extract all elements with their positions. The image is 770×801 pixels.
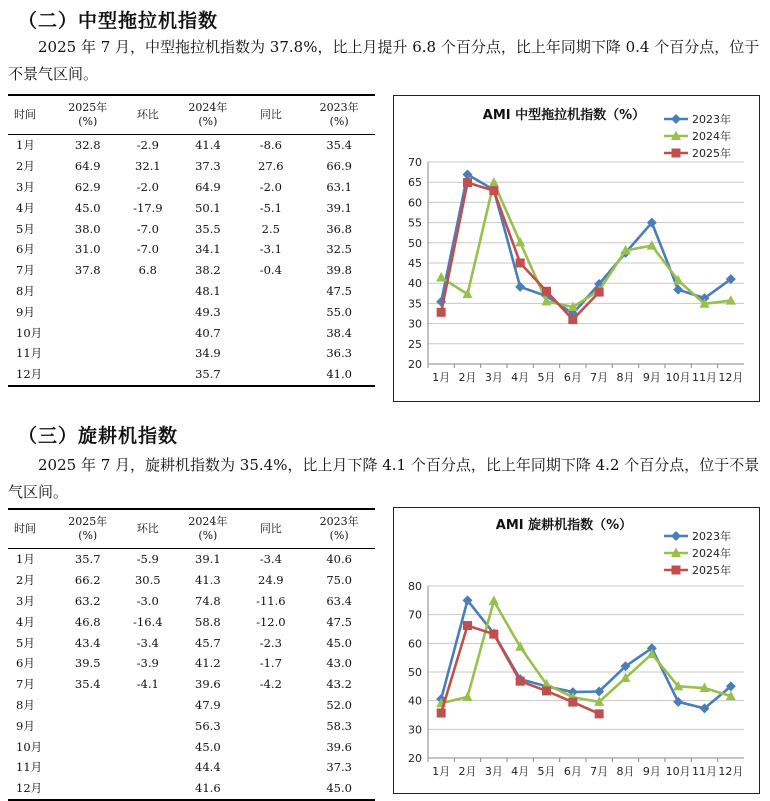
table-row [8,778,375,800]
x-tick-label: 1月 [432,371,451,384]
table-header-text: 2024年 [188,515,228,528]
table-header-text: 2023年 [319,515,359,528]
table-header-text: 2023年 [319,101,359,114]
table-cell: 31.0 [74,242,101,257]
table-cell: -2.0 [259,179,282,194]
table-header-text: (%) [329,529,349,542]
table-cell: 45.0 [326,781,352,796]
table-cell: 30.5 [134,573,161,588]
table-cell [57,301,118,322]
table-cell: 38.0 [74,221,101,236]
section-paragraph-rotary: 2025 年 7 月，旋耕机指数为 35.4%，比上月下降 4.1 个百分点，比上年同期下降 4.2 个百分点，位于不景气区间。 [8,456,760,501]
table-cell: 1月 [16,138,35,153]
table-cell: 37.3 [195,159,221,174]
table-cell: 39.6 [326,739,352,754]
x-tick-label: 9月 [642,371,661,384]
table-cell [238,778,303,800]
y-tick-label: 70 [408,608,422,622]
y-tick-label: 40 [408,694,422,708]
table-cell: -3.9 [136,656,159,671]
y-tick-label: 55 [408,216,422,230]
data-point [489,630,498,639]
table-cell: 41.0 [326,367,352,382]
table-cell: 12月 [16,781,43,796]
x-tick-label: 11月 [692,371,717,384]
table-cell [118,757,177,778]
table-header-row [8,95,375,135]
table-cell: 58.3 [326,718,352,733]
chart-title: AMI 旋耕机指数（%） [495,518,633,533]
table-cell: 36.3 [326,346,352,361]
table-cell: 12月 [16,367,43,382]
table-cell: 10月 [16,739,43,754]
legend-label: 2025年 [692,564,731,577]
table-header-cell [118,509,177,549]
table-header-cell [8,509,57,549]
table-cell: 47.5 [326,283,352,298]
table-cell: 66.2 [74,573,101,588]
x-tick-label: 1月 [432,765,451,778]
table-row [8,549,375,570]
table-header-text: (%) [329,115,349,128]
x-tick-label: 3月 [484,765,503,778]
table-cell: 35.4 [326,138,352,153]
table-cell: 39.1 [195,552,221,567]
table-cell [57,695,118,716]
rotary-chart-frame [393,507,760,794]
y-tick-label: 50 [408,236,422,250]
table-header-text: 同比 [259,522,282,535]
series-line [441,175,731,314]
table-cell: -3.1 [259,242,282,257]
x-tick-label: 6月 [563,371,582,384]
series-line [441,601,731,703]
table-cell: -7.0 [136,242,159,257]
series-2024年 [436,595,736,707]
table-row [8,301,375,322]
table-header-text: 时间 [14,522,36,535]
table-row [8,239,375,260]
x-tick-label: 2月 [458,371,477,384]
table-cell: -4.2 [259,677,282,692]
table-row [8,177,375,198]
table-cell: 56.3 [195,718,221,733]
table-cell: 35.4 [74,677,101,692]
table-cell: -0.4 [259,263,282,278]
y-tick-label: 45 [408,257,422,270]
table-cell [238,695,303,716]
x-tick-label: 4月 [511,765,530,778]
table-cell: 40.7 [195,325,221,340]
y-tick-label: 30 [408,317,422,331]
table-cell: 2月 [16,159,35,174]
table-cell: 47.9 [195,697,221,712]
table-cell [57,757,118,778]
table-cell [238,364,303,386]
legend-marker [671,531,681,541]
data-point [463,178,472,187]
table-cell: 27.6 [258,159,284,174]
table-cell [118,364,177,386]
table-cell [57,364,118,386]
table-row [8,322,375,343]
table-row [8,218,375,239]
table-cell [57,715,118,736]
x-tick-label: 5月 [537,371,556,384]
table-header-cell [303,95,375,135]
table-cell: 5月 [16,221,35,236]
table-cell: 7月 [16,677,35,692]
table-cell: 66.9 [326,159,352,174]
table-header-text: (%) [198,529,218,542]
table-row [8,570,375,591]
x-tick-label: 9月 [642,765,661,778]
x-tick-label: 7月 [590,765,609,778]
table-cell: 11月 [16,346,43,361]
table-row [8,156,375,177]
rotary-line-chart [394,508,759,793]
table-row [8,611,375,632]
table-cell: 4月 [16,614,35,629]
table-row [8,591,375,612]
table-cell: 43.0 [326,656,352,671]
table-cell: 36.8 [326,221,352,236]
table-cell [118,778,177,800]
table-cell: 52.0 [326,697,352,712]
data-point [515,237,525,247]
table-cell: 41.2 [195,656,221,671]
table-cell [238,343,303,364]
x-tick-label: 8月 [616,765,635,778]
data-point [489,595,499,605]
legend-label: 2024年 [692,547,731,560]
data-point [542,686,551,695]
table-cell: 34.9 [195,346,221,361]
x-tick-label: 10月 [665,765,691,778]
data-point [673,285,683,295]
table-cell: 41.6 [195,781,221,796]
legend-marker [672,566,681,575]
table-cell: 9月 [16,304,35,319]
x-tick-label: 10月 [665,371,691,384]
table-cell [57,281,118,302]
data-point [516,677,525,686]
legend-label: 2023年 [692,113,731,126]
table-cell: -16.4 [133,614,163,629]
table-cell: -12.0 [256,614,286,629]
table-cell: 2.5 [261,221,280,236]
y-tick-label: 70 [408,156,422,169]
table-header-text: 2024年 [188,101,228,114]
table-cell: 10月 [16,325,43,340]
table-cell: 1月 [16,552,35,567]
section-paragraph-tractor: 2025 年 7 月，中型拖拉机指数为 37.8%，比上月提升 6.8 个百分点，比上年同期下降 0.4 个百分点，位于不景气区间。 [8,38,760,83]
table-cell: 9月 [16,718,35,733]
table-header-cell [177,95,238,135]
table-cell: 4月 [16,200,35,215]
table-cell: 39.5 [74,656,101,671]
table-cell: -5.1 [259,200,282,215]
table-header-text: 环比 [136,108,159,121]
table-cell: -3.4 [259,552,282,567]
data-point [595,288,604,297]
table-header-cell [8,95,57,135]
table-header-cell [118,95,177,135]
table-row [8,757,375,778]
table-cell: 2月 [16,573,35,588]
table-cell: 24.9 [258,573,284,588]
table-header-cell [177,509,238,549]
table-header-cell [57,509,118,549]
table-cell: 32.8 [74,138,101,153]
y-tick-label: 20 [408,358,422,371]
table-cell: 49.3 [195,304,221,319]
table-cell: 64.9 [74,159,101,174]
table-cell [57,343,118,364]
table-row [8,736,375,757]
series-line [441,600,731,708]
section-heading-rotary: （三）旋耕机指数 [18,425,179,447]
table-cell: -7.0 [136,221,159,236]
legend-label: 2025年 [692,147,731,160]
data-point [568,698,577,707]
legend-label: 2023年 [692,530,731,543]
data-point [463,621,472,630]
x-tick-label: 6月 [563,765,582,778]
table-cell: 50.1 [195,200,221,215]
table-header-text: (%) [198,115,218,128]
data-point [436,272,446,282]
table-cell: -5.9 [136,552,159,567]
table-row [8,653,375,674]
table-cell: -3.0 [136,593,159,608]
legend-label: 2024年 [692,130,731,143]
data-point [595,709,604,718]
y-tick-label: 60 [408,637,422,651]
table-cell: 45.7 [195,635,221,650]
tractor-chart-frame [393,95,760,402]
table-cell: 37.3 [326,760,352,775]
table-cell: 45.0 [326,635,352,650]
table-cell: 48.1 [195,283,221,298]
series-2025年 [437,621,604,718]
table-row [8,343,375,364]
y-tick-label: 65 [408,176,422,190]
table-cell [118,715,177,736]
rotary-index-table [8,508,375,801]
table-cell: -2.9 [136,138,159,153]
table-cell [118,736,177,757]
legend-marker [671,114,681,124]
table-cell: 8月 [16,283,35,298]
data-point [463,691,473,701]
table-cell [238,757,303,778]
table-cell: -1.7 [259,656,282,671]
table-cell: 3月 [16,593,35,608]
x-tick-label: 11月 [692,765,717,778]
table-cell [238,736,303,757]
table-header-text: 2025年 [68,515,108,528]
table-header-cell [238,509,303,549]
table-cell: 40.6 [326,552,352,567]
table-cell: 55.0 [326,304,352,319]
table-cell: 47.5 [326,614,352,629]
table-cell: 37.8 [74,263,101,278]
table-cell [238,715,303,736]
chart-title: AMI 中型拖拉机指数（%） [482,108,646,123]
table-header-text: (%) [78,529,98,542]
table-cell: 41.3 [195,573,221,588]
table-cell: 45.0 [74,200,101,215]
table-row [8,197,375,218]
table-row [8,632,375,653]
series-2024年 [436,177,736,311]
table-cell: 34.1 [195,242,221,257]
data-point [542,287,551,296]
table-cell: 63.4 [326,593,352,608]
series-2023年 [436,595,736,713]
table-cell: -2.0 [136,179,159,194]
table-cell: 63.1 [326,179,352,194]
table-cell: 39.6 [195,677,221,692]
table-header-text: (%) [78,115,98,128]
table-header-text: 2025年 [68,101,108,114]
x-tick-label: 8月 [616,371,635,384]
table-header-row [8,509,375,549]
table-cell: 41.4 [195,138,221,153]
data-point [489,186,498,195]
table-cell: 11月 [16,760,43,775]
series-2023年 [436,170,736,319]
table-row [8,281,375,302]
table-cell: 58.8 [195,614,221,629]
table-cell [238,322,303,343]
table-row [8,364,375,386]
table-cell: 35.7 [195,367,221,382]
table-cell [238,301,303,322]
table-cell: 35.7 [74,552,101,567]
data-point [647,240,657,250]
table-cell [238,281,303,302]
table-cell: 38.2 [195,263,221,278]
series-line [441,183,731,307]
table-header-cell [303,509,375,549]
x-tick-label: 5月 [537,765,556,778]
data-point [516,259,525,268]
data-point [673,697,683,707]
table-cell: 43.2 [326,677,352,692]
table-cell [118,301,177,322]
x-tick-label: 2月 [458,765,477,778]
table-cell: 64.9 [195,179,221,194]
y-tick-label: 50 [408,666,422,679]
tractor-index-table [8,94,375,387]
table-cell: 32.1 [135,159,161,174]
table-cell: -2.3 [259,635,282,650]
table-row [8,674,375,695]
section-heading-tractor: （二）中型拖拉机指数 [18,10,219,32]
y-tick-label: 20 [408,752,422,765]
x-tick-label: 12月 [718,765,744,778]
table-cell: 63.2 [74,593,101,608]
table-cell [118,281,177,302]
table-row [8,715,375,736]
series-line [441,183,599,320]
table-cell: 45.0 [195,739,221,754]
table-cell: 44.4 [195,760,221,775]
x-tick-label: 12月 [718,371,744,384]
table-row [8,135,375,156]
table-cell [57,736,118,757]
table-cell: 46.8 [74,614,101,629]
table-cell: 43.4 [74,635,101,650]
table-cell: 32.5 [326,242,352,257]
y-tick-label: 80 [408,580,422,593]
table-cell: 6月 [16,242,35,257]
tractor-line-chart [394,96,759,401]
table-cell: -3.4 [136,635,159,650]
table-cell [118,343,177,364]
table-header-text: 同比 [259,108,282,121]
x-tick-label: 7月 [590,371,609,384]
y-tick-label: 30 [408,723,422,737]
table-cell: 39.1 [326,200,352,215]
y-tick-label: 40 [408,277,422,291]
table-cell: 35.5 [195,221,221,236]
table-header-text: 环比 [136,522,159,535]
x-tick-label: 4月 [511,371,530,384]
table-cell: 6月 [16,656,35,671]
table-cell: 7月 [16,263,35,278]
data-point [568,315,577,324]
table-row [8,695,375,716]
table-cell [57,322,118,343]
table-header-cell [57,95,118,135]
table-cell [57,778,118,800]
x-tick-label: 3月 [484,371,503,384]
table-cell: 75.0 [326,573,352,588]
y-tick-label: 25 [408,337,422,351]
table-cell [118,695,177,716]
table-cell: 8月 [16,697,35,712]
table-cell: 74.8 [195,593,221,608]
data-point [437,708,446,717]
table-row [8,260,375,281]
table-cell: -4.1 [136,677,159,692]
table-header-text: 时间 [14,108,36,121]
table-cell: -17.9 [133,200,163,215]
table-cell [118,322,177,343]
table-cell: 3月 [16,179,35,194]
data-point [437,308,446,317]
table-cell: -8.6 [259,138,282,153]
table-cell: 38.4 [326,325,352,340]
table-header-cell [238,95,303,135]
table-cell: 39.8 [326,263,352,278]
y-tick-label: 35 [408,297,422,311]
table-cell: 6.8 [138,263,157,278]
table-cell: -11.6 [256,593,286,608]
table-cell: 5月 [16,635,35,650]
legend-marker [672,149,681,158]
y-tick-label: 60 [408,196,422,210]
table-cell: 62.9 [74,179,101,194]
